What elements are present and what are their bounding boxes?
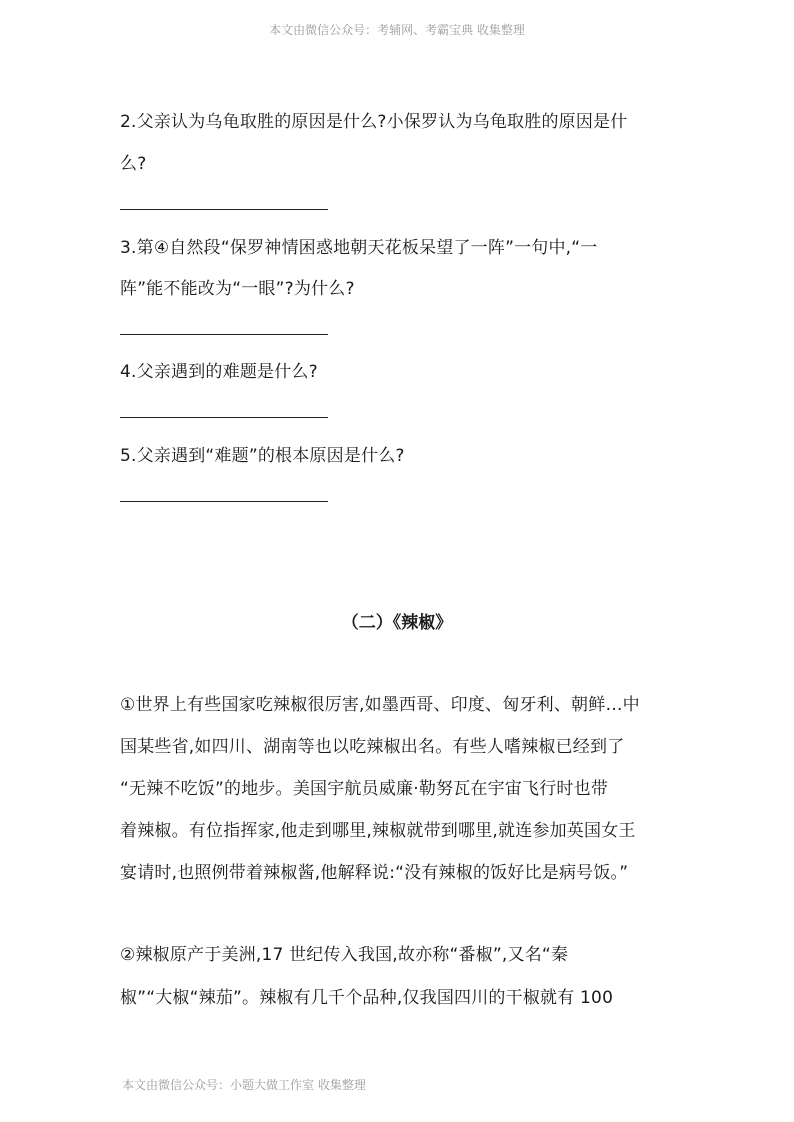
watermark-top: 本文由微信公众号：考辅网、考霸宝典 收集整理 (269, 23, 525, 37)
answer-blank[interactable] (120, 417, 328, 418)
question-line: 5.父亲遇到“难题”的根本原因是什么? (120, 446, 405, 466)
paragraph-line: ②辣椒原产于美洲,17 世纪传入我国,故亦称“番椒”,又名“秦 (120, 945, 569, 965)
answer-blank[interactable] (120, 334, 328, 335)
answer-blank[interactable] (120, 501, 328, 502)
paragraph-line: 椒”“大椒“辣茄”。辣椒有几千个品种,仅我国四川的干椒就有 100 (120, 988, 614, 1008)
paragraph-line: 着辣椒。有位指挥家,他走到哪里,辣椒就带到哪里,就连参加英国女王 (120, 821, 636, 841)
paragraph-line: “无辣不吃饭”的地步。美国宇航员威廉·勒努瓦在宇宙飞行时也带 (120, 779, 609, 799)
question-line: 3.第④自然段“保罗神情困惑地朝天花板呆望了一阵”一句中,“一 (120, 238, 598, 258)
watermark-bottom: 本文由微信公众号：小题大做工作室 收集整理 (122, 1078, 366, 1092)
question-line: 阵”能不能改为“一眼”?为什么? (120, 279, 355, 299)
question-line: 4.父亲遇到的难题是什么? (120, 362, 318, 382)
paragraph-line: 宴请时,也照例带着辣椒酱,他解释说:“没有辣椒的饭好比是病号饭。” (120, 863, 629, 883)
paragraph-line: ①世界上有些国家吃辣椒很厉害,如墨西哥、印度、匈牙利、朝鲜…中 (120, 695, 640, 715)
section-title: （二）《辣椒》 (341, 613, 453, 633)
question-line: 么? (120, 154, 147, 174)
answer-blank[interactable] (120, 209, 328, 210)
paragraph-line: 国某些省,如四川、湖南等也以吃辣椒出名。有些人嗜辣椒已经到了 (120, 737, 625, 757)
question-line: 2.父亲认为乌龟取胜的原因是什么?小保罗认为乌龟取胜的原因是什 (120, 112, 628, 132)
